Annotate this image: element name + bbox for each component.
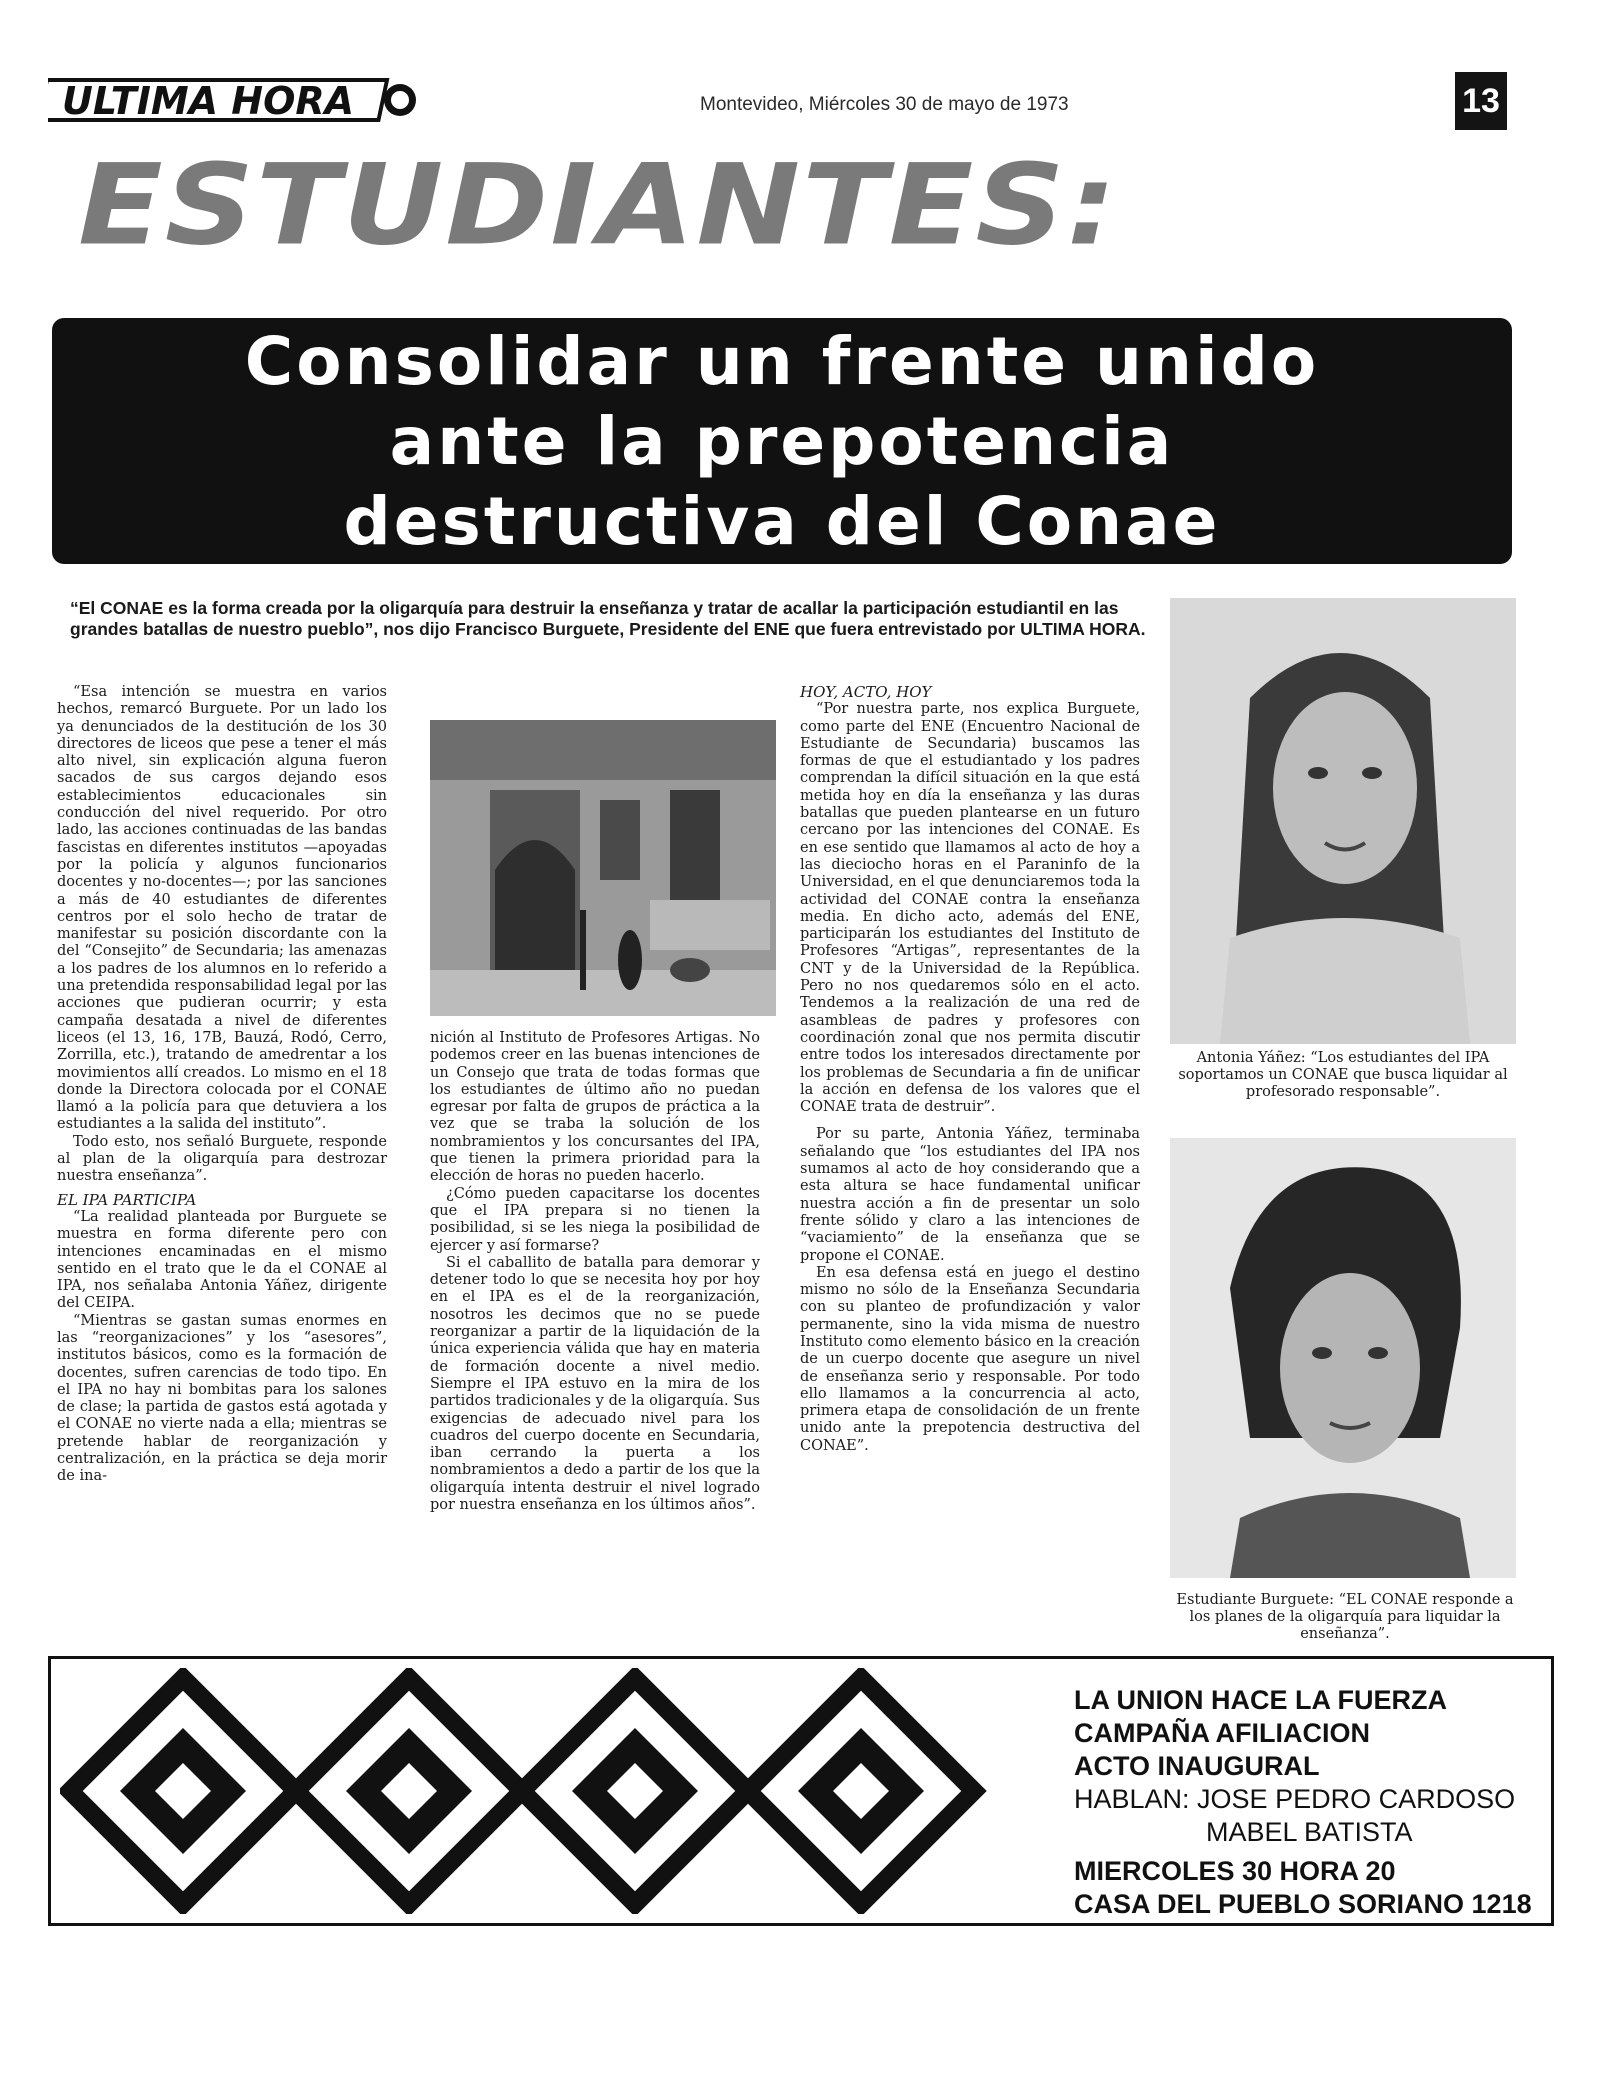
- paragraph: Por su parte, Antonia Yáñez, terminaba señalando que “los estudiantes del IPA nos sumamos al acto de hoy considerando que a esta altura se hace fundamental unificar nuestra acción a fin de presentar un solo frente sólido y claro a las intenciones de “vaciamiento” de la enseñanza que se propone el CONAE.: [800, 1126, 1140, 1264]
- paragraph: En esa defensa está en juego el destino mismo no sólo de la Enseñanza Secundaria con su planteo de profundización y valor permanente, sino la vida misma de nuestro Instituto como elemento básico en la creación de un cuerpo docente que asegure un nivel de enseñanza serio y responsable. Por todo ello llamamos a la concurrencia al acto, primera etapa de consolidación de un frente unido ante la prepotencia destructiva del CONAE”.: [800, 1264, 1140, 1454]
- banner-line-1: Consolidar un frente unido: [244, 323, 1320, 400]
- paragraph: ¿Cómo pueden capacitarse los docentes que el IPA prepara si no tienen la posibilidad, si se les niega la posibilidad de ejercer y así formarse?: [430, 1185, 760, 1254]
- lead-paragraph: “El CONAE es la forma creada por la oligarquía para destruir la enseñanza y tratar de acallar la participación estudiantil en las grandes batallas de nuestro pueblo”, nos dijo Francisco Burguete, Presidente del ENE que fuera entrevistado por ULTIMA HORA.: [70, 598, 1146, 639]
- masthead-logo: [48, 66, 423, 128]
- ad-line: CAMPAÑA AFILIACION: [1074, 1718, 1370, 1748]
- caption-antonia: Antonia Yáñez: “Los estudiantes del IPA soportamos un CONAE que busca liquidar al profesorado responsable”.: [1178, 1050, 1508, 1100]
- ad-text: [1074, 1684, 1532, 1921]
- paragraph: Todo esto, nos señaló Burguete, responde al plan de la oligarquía para destrozar nuestra enseñanza”.: [57, 1133, 387, 1185]
- ad-line: ACTO INAUGURAL: [1074, 1751, 1320, 1781]
- ad-line: LA UNION HACE LA FUERZA: [1074, 1685, 1447, 1715]
- page-number: 13: [1455, 72, 1507, 130]
- headline-banner: [52, 318, 1512, 564]
- section-headline: ESTUDIANTES:: [78, 141, 1119, 271]
- banner-line-3: destructiva del Conae: [343, 483, 1221, 560]
- banner-line-2: ante la prepotencia: [389, 403, 1175, 480]
- article-column-3: [800, 684, 1140, 1455]
- ad-line: CASA DEL PUEBLO SORIANO 1218: [1074, 1889, 1532, 1919]
- ad-line: HABLAN: JOSE PEDRO CARDOSO: [1074, 1784, 1516, 1814]
- ad-geometric-emblem: [60, 1668, 1040, 1914]
- paragraph: “Esa intención se muestra en varios hechos, remarcó Burguete. Por un lado los ya denunciados de la destitución de los 30 directores de liceos que pese a tener el más alto nivel, sin explicación alguna fueron sacados de sus cargos dejando esos establecimientos educacionales sin conducción del nivel requerido. Por otro lado, las acciones continuadas de las bandas fascistas en diferentes institutos —apoyadas por la policía y algunos funcionarios docentes y no-docentes—; por las sanciones a más de 40 estudiantes de diferentes centros por el solo hecho de tratar de manifestar su posición discordante con la del “Consejito” de Secundaria; las amenazas a los padres de los alumnos en lo referido a una pretendida responsabilidad legal por las acciones que pudieran ocurrir; y esta campaña desatada a nivel de diferentes liceos (el 13, 16, 17B, Bauzá, Rodó, Cerro, Zorrilla, etc.), tratando de amedrentar a los movimientos allí creados. Lo mismo en el 18 donde la Directora colocada por el CONAE llamó a la policía para que detuviera a los estudiantes a la salida del instituto”.: [57, 684, 387, 1133]
- portrait-antonia: [1170, 598, 1516, 1044]
- masthead-name: ULTIMA HORA: [62, 79, 355, 123]
- caption-burguete: Estudiante Burguete: “EL CONAE responde a los planes de la oligarquía para liquidar la enseñanza”.: [1176, 1592, 1514, 1642]
- street-photo: [430, 720, 776, 1016]
- paragraph: Si el caballito de batalla para demorar y detener todo lo que se necesita hoy por hoy en el IPA es el de la reorganización, nosotros les decimos que no se puede reorganizar a partir de la liquidación de la única experiencia válida que hay en materia de formación docente a nivel medio. Siempre el IPA estuvo en la mira de los partidos tradicionales y de la oligarquía. Sus exigencias de adecuado nivel para los cuadros del cuerpo docente en Secundaria, iban cerrando la puerta a los nombramientos a dedo a partir de los que la oligarquía intenta destruir el nivel logrado por nuestra enseñanza en los últimos años”.: [430, 1254, 760, 1514]
- article-column-1: [57, 684, 387, 1486]
- portrait-burguete: [1170, 1138, 1516, 1578]
- ad-line: MIERCOLES 30 HORA 20: [1074, 1856, 1396, 1886]
- article-column-2: [430, 1030, 760, 1514]
- paragraph: “Por nuestra parte, nos explica Burguete, como parte del ENE (Encuentro Nacional de Estudiante de Secundaria) buscamos las formas de que el estudiantado y los padres comprendan la difícil situación en la que está metida hoy en día la enseñanza y las duras batallas que pueden plantearse en un futuro cercano por las intenciones del CONAE. Es en ese sentido que llamamos al acto de hoy a las dieciocho horas en el Paraninfo de la Universidad, en el que denunciaremos toda la actividad del CONAE contra la enseñanza media. En dicho acto, además del ENE, participarán los estudiantes del Instituto de Profesores “Artigas”, representantes de la CNT y de la Universidad de la República. Pero no nos quedaremos sólo en el acto. Tendemos a la realización de una red de asambleas de padres y profesores con coordinación zonal que nos permita discutir entre todos los interesados directamente por los problemas de Secundaria a fin de unificar la acción en defensa de los valores que el CONAE trata de destruir”.: [800, 701, 1140, 1116]
- ad-line: MABEL BATISTA: [1206, 1817, 1413, 1847]
- dateline: Montevideo, Miércoles 30 de mayo de 1973: [700, 94, 1069, 115]
- paragraph: “Mientras se gastan sumas enormes en las “reorganizaciones” y los “asesores”, institutos básicos, como es la formación de docentes, sufren carencias de todo tipo. En el IPA no hay ni bombitas para los salones de clase; la partida de gastos está agotada y el CONAE no vierte nada a ella; mientras se pretende hablar de reorganización y centralización, en la práctica se deja morir de ina-: [57, 1312, 387, 1485]
- subheading: EL IPA PARTICIPA: [57, 1190, 197, 1209]
- subheading: HOY, ACTO, HOY: [800, 683, 932, 701]
- paragraph: nición al Instituto de Profesores Artigas. No podemos creer en las buenas intenciones de un Consejo que trata de todas formas que los estudiantes de último año no puedan egresar por falta de grupos de práctica a la vez que se traba la solución de los nombramientos y los concursantes del IPA, que tienen la primera prioridad para la elección de horas no pueden hacerlo.: [430, 1030, 760, 1185]
- paragraph: “La realidad planteada por Burguete se muestra en forma diferente pero con intenciones encaminadas en el mismo sentido en el trato que le da el CONAE al IPA, nos señalaba Antonia Yáñez, dirigente del CEIPA.: [57, 1208, 387, 1312]
